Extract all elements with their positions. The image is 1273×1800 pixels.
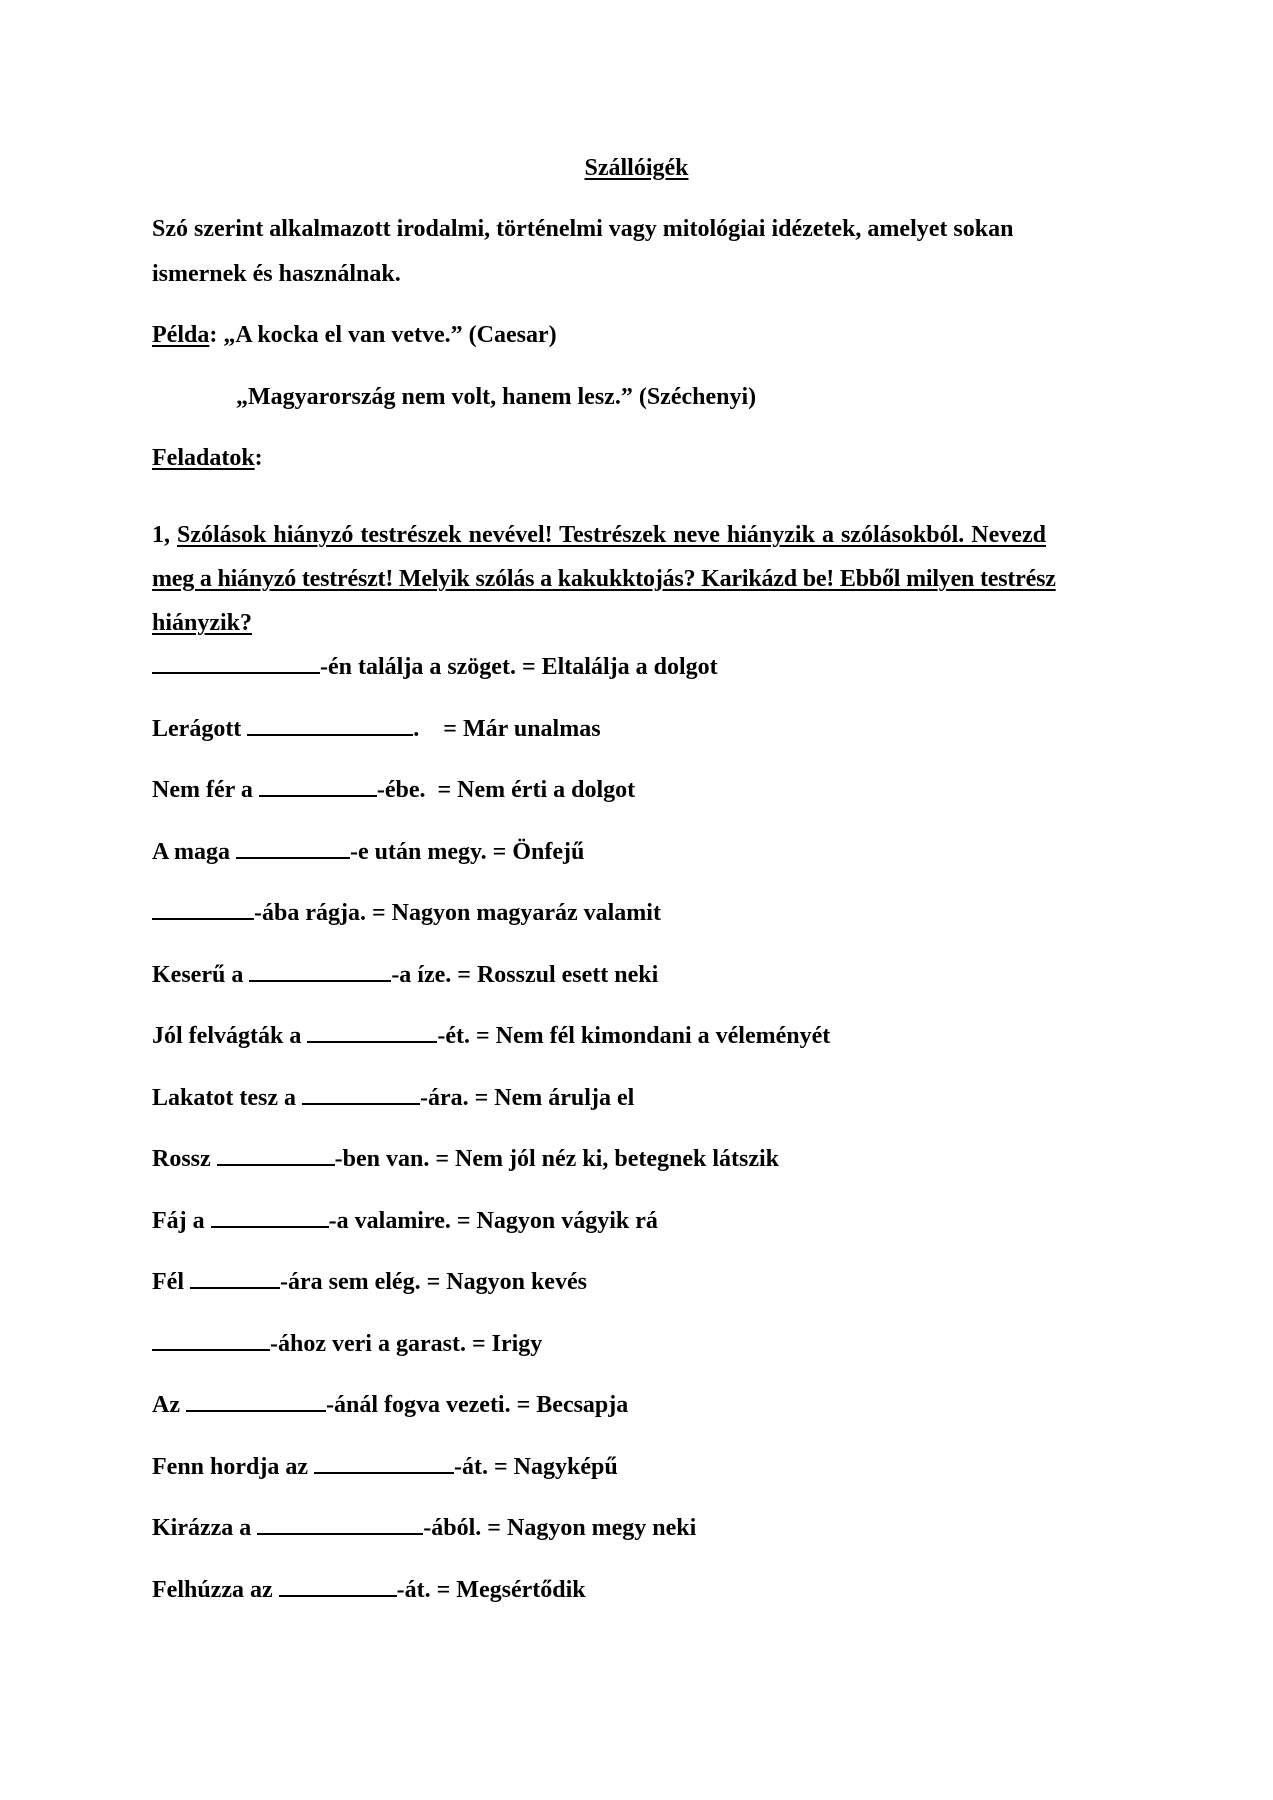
example-quote-2: „Magyarország nem volt, hanem lesz.” (Széchenyi) (236, 384, 757, 410)
answer-blank[interactable] (259, 775, 377, 797)
exercise-text-after: -ét. = Nem fél kimondani a véleményét (437, 1023, 831, 1049)
example-colon: : (209, 322, 218, 348)
exercise-item (152, 960, 658, 990)
answer-blank[interactable] (152, 898, 254, 920)
exercise-text-before: Lerágott (152, 715, 248, 742)
answer-blank[interactable] (190, 1267, 280, 1289)
definition-line-2: ismernek és használnak. (152, 261, 401, 287)
exercise-text-after: -ához veri a garast. = Irigy (270, 1330, 543, 1357)
exercise-item (152, 1267, 587, 1297)
exercise-item (152, 775, 635, 805)
task-1-line-2: meg a hiányzó testrészt! Melyik szólás a kakukktojás? Karikázd be! Ebből milyen testrész (152, 566, 1056, 592)
exercise-item (152, 1206, 658, 1236)
exercise-text-before: Fáj a (152, 1207, 211, 1234)
exercise-text-before: Az (152, 1392, 186, 1418)
exercise-item (152, 837, 584, 867)
exercise-text-after: -én találja a szöget. = Eltalálja a dolgot (320, 654, 718, 680)
page-title: Szállóigék (584, 155, 689, 181)
exercise-text-after: -ánál fogva vezeti. = Becsapja (325, 1392, 629, 1418)
answer-blank[interactable] (307, 1021, 437, 1043)
answer-blank[interactable] (314, 1452, 454, 1474)
exercise-text-before: Felhúzza az (152, 1576, 279, 1603)
exercise-item (152, 1329, 542, 1359)
task-number: 1, (152, 522, 177, 548)
exercise-item (152, 714, 601, 744)
answer-blank[interactable] (152, 1329, 270, 1351)
task-1-instruction-1: Szólások hiányzó testrészek nevével! Testrészek neve hiányzik a szólásokból. Nevezd (177, 522, 1046, 548)
exercise-text-before: Lakatot tesz a (152, 1084, 302, 1111)
exercise-text-before: A maga (152, 838, 236, 865)
answer-blank[interactable] (236, 837, 350, 859)
answer-blank[interactable] (247, 714, 413, 736)
exercise-text-after: -át. = Megsértődik (396, 1576, 586, 1603)
exercise-item (152, 652, 718, 682)
answer-blank[interactable] (211, 1206, 329, 1228)
task-1-line-3: hiányzik? (152, 610, 253, 636)
exercise-item (152, 1513, 696, 1543)
exercise-text-after: -e után megy. = Önfejű (350, 838, 585, 865)
answer-blank[interactable] (217, 1144, 335, 1166)
exercise-item (152, 1452, 618, 1482)
answer-blank[interactable] (302, 1083, 420, 1105)
exercise-text-before: Rossz (152, 1146, 217, 1172)
definition-line-1: Szó szerint alkalmazott irodalmi, történelmi vagy mitológiai idézetek, amelyet sokan (152, 216, 1014, 242)
exercise-text-after: . = Már unalmas (413, 715, 601, 742)
example-label: Példa (152, 322, 210, 348)
exercise-item (152, 1390, 628, 1420)
exercise-text-after: -ben van. = Nem jól néz ki, betegnek látszik (334, 1146, 779, 1172)
exercise-item (152, 898, 661, 928)
tasks-label: Feladatok (152, 445, 255, 471)
tasks-colon: : (254, 445, 263, 471)
exercise-item (152, 1021, 830, 1051)
answer-blank[interactable] (152, 652, 320, 674)
exercise-text-after: -át. = Nagyképű (454, 1453, 618, 1480)
exercise-text-before: Keserű a (152, 961, 250, 988)
answer-blank[interactable] (257, 1513, 423, 1535)
answer-blank[interactable] (186, 1390, 326, 1412)
example-line-1 (152, 320, 557, 350)
exercise-item (152, 1083, 634, 1113)
exercise-text-before: Fenn hordja az (152, 1453, 314, 1480)
exercise-item (152, 1575, 586, 1605)
exercise-text-before: Fél (152, 1269, 190, 1295)
answer-blank[interactable] (249, 960, 391, 982)
exercise-text-before: Jól felvágták a (152, 1023, 308, 1049)
tasks-heading (152, 443, 263, 473)
example-quote-1: „A kocka el van vetve.” (Caesar) (217, 322, 557, 348)
exercise-text-before: Nem fér a (152, 777, 259, 803)
exercise-text-after: -ára sem elég. = Nagyon kevés (279, 1269, 587, 1295)
exercise-text-before: Kirázza a (152, 1515, 258, 1541)
exercise-text-after: -ára. = Nem árulja el (419, 1084, 635, 1111)
answer-blank[interactable] (279, 1575, 397, 1597)
exercise-item (152, 1144, 779, 1174)
exercise-text-after: -a valamire. = Nagyon vágyik rá (328, 1207, 658, 1234)
exercise-text-after: -ébe. = Nem érti a dolgot (376, 777, 636, 803)
task-1-line-1 (152, 520, 1046, 550)
exercise-text-after: -a íze. = Rosszul esett neki (391, 961, 659, 988)
exercise-text-after: -ából. = Nagyon megy neki (423, 1515, 697, 1541)
exercise-text-after: -ába rágja. = Nagyon magyaráz valamit (254, 900, 661, 926)
